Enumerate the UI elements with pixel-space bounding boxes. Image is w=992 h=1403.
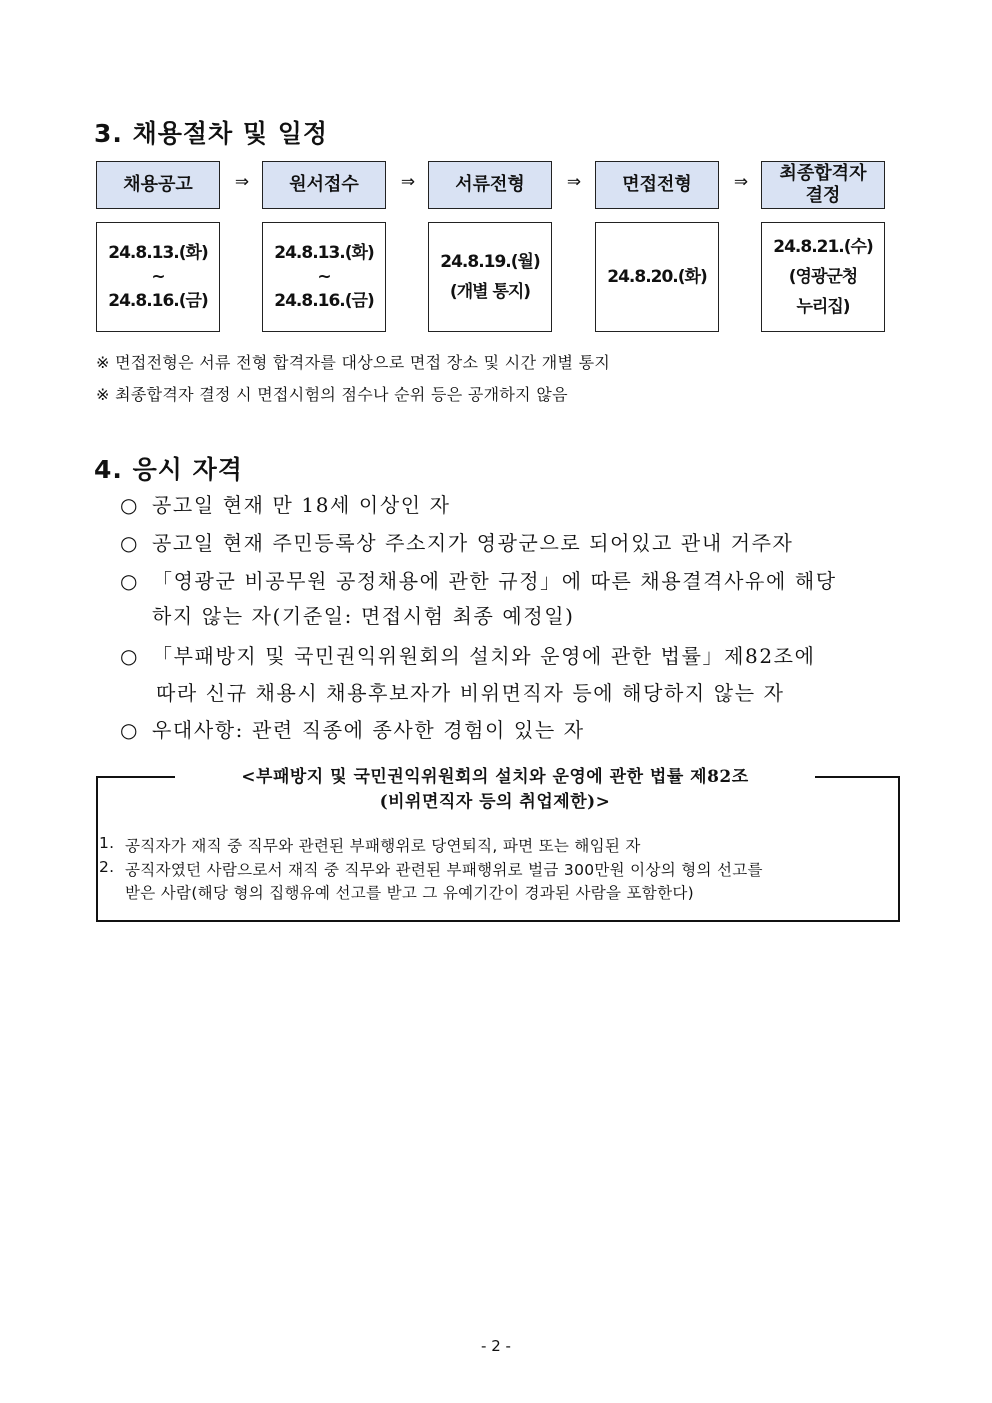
date-line: 24.8.16.(금)	[108, 291, 208, 311]
step-box-4	[595, 161, 719, 209]
date-line: 24.8.16.(금)	[274, 291, 374, 311]
step-label: 면접전형	[622, 174, 692, 195]
date-box-4	[595, 222, 719, 332]
date-box-3	[428, 222, 552, 332]
date-line: (개별 통지)	[449, 282, 531, 302]
step-label: 채용공고	[123, 174, 193, 195]
qualification-text: 「부패방지 및 국민권익위원회의 설치와 운영에 관한 법률」제82조에	[152, 644, 816, 668]
circle-bullet-icon: ○	[120, 569, 140, 593]
qualification-item	[120, 714, 585, 743]
law-item-number: 2.	[99, 858, 115, 876]
step-box-3	[428, 161, 552, 209]
qualification-text-continued: 하지 않는 자(기준일: 면접시험 최종 예정일)	[152, 604, 575, 628]
law-item-text: 공직자가 재직 중 직무와 관련된 부패행위로 당연퇴직, 파면 또는 해임된 자	[125, 837, 641, 855]
law-box-title: <부패방지 및 국민권익위원회의 설치와 운영에 관한 법률 제82조	[175, 762, 815, 787]
page-number: - 2 -	[481, 1337, 511, 1355]
qualification-item	[120, 565, 837, 594]
date-line: 24.8.19.(월)	[440, 252, 540, 272]
schedule-note: ※ 최종합격자 결정 시 면접시험의 점수나 순위 등은 공개하지 않음	[96, 385, 568, 404]
qualification-item	[120, 640, 816, 669]
arrow-icon: ⇒	[733, 172, 749, 192]
step-box-5	[761, 161, 885, 209]
law-box-subtitle: (비위면직자 등의 취업제한)>	[379, 792, 611, 812]
law-item-text: 공직자였던 사람으로서 재직 중 직무와 관련된 부패행위로 벌금 300만원 이상의 형의 선고를	[125, 861, 763, 879]
date-line: ~	[317, 267, 331, 287]
qualification-text: 공고일 현재 주민등록상 주소지가 영광군으로 되어있고 관내 거주자	[152, 531, 794, 555]
section-3-title: 3. 채용절차 및 일정	[94, 119, 329, 148]
arrow-icon: ⇒	[234, 172, 250, 192]
law-item-text-continued: 받은 사람(해당 형의 집행유예 선고를 받고 그 유예기간이 경과된 사람을 포함한다)	[125, 884, 694, 902]
date-line: 24.8.13.(화)	[108, 243, 208, 263]
step-box-1	[96, 161, 220, 209]
qualification-text: 「영광군 비공무원 공정채용에 관한 규정」에 따른 채용결격사유에 해당	[152, 569, 837, 593]
arrow-icon: ⇒	[400, 172, 416, 192]
circle-bullet-icon: ○	[120, 493, 140, 517]
date-box-5	[761, 222, 885, 332]
date-line: ~	[151, 267, 165, 287]
schedule-note: ※ 면접전형은 서류 전형 합격자를 대상으로 면접 장소 및 시간 개별 통지	[96, 353, 611, 372]
circle-bullet-icon: ○	[120, 718, 140, 742]
step-label: 원서접수	[289, 174, 359, 195]
qualification-item	[120, 527, 793, 556]
circle-bullet-icon: ○	[120, 531, 140, 555]
date-line: (영광군청	[788, 267, 858, 287]
arrow-icon: ⇒	[566, 172, 582, 192]
qualification-item	[120, 489, 451, 518]
date-box-1	[96, 222, 220, 332]
qualification-text: 우대사항: 관련 직종에 종사한 경험이 있는 자	[152, 718, 585, 742]
date-line: 24.8.21.(수)	[773, 237, 873, 257]
qualification-text-continued: 따라 신규 채용시 채용후보자가 비위면직자 등에 해당하지 않는 자	[156, 681, 785, 705]
step-label-line: 최종합격자	[779, 163, 867, 184]
step-label-line: 결정	[805, 185, 841, 206]
date-line: 24.8.20.(화)	[607, 267, 707, 287]
date-line: 24.8.13.(화)	[274, 243, 374, 263]
step-box-2	[262, 161, 386, 209]
date-box-2	[262, 222, 386, 332]
step-label: 서류전형	[455, 174, 525, 195]
date-line: 누리집)	[796, 297, 850, 317]
qualification-text: 공고일 현재 만 18세 이상인 자	[152, 493, 451, 517]
circle-bullet-icon: ○	[120, 644, 140, 668]
section-4-title: 4. 응시 자격	[94, 455, 243, 484]
law-item-number: 1.	[99, 834, 115, 852]
